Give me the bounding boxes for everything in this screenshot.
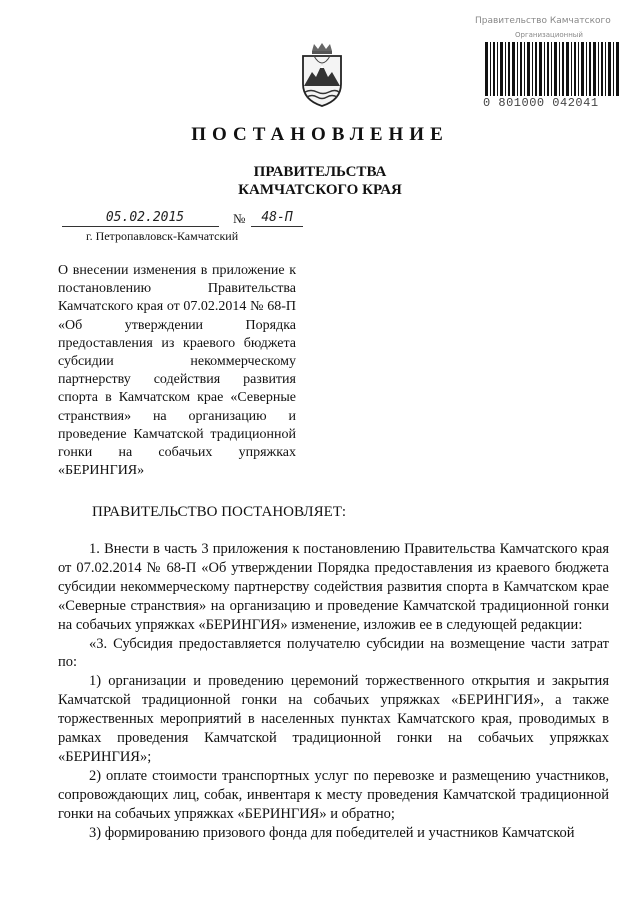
document-type: ПОСТАНОВЛЕНИЕ — [191, 124, 449, 145]
barcode-icon — [485, 42, 619, 96]
issuer-line-1: ПРАВИТЕЛЬСТВА — [253, 164, 387, 180]
body-paragraph: 1) организации и проведению церемоний торжественного открытия и закрытия Камчатской традиционной гонки на собачьих упряжках «БЕРИНГИЯ», а также торжественных мероприятий в населенных пунктах Камчатского края, проводимых в рамках проведения Камчатской традиционной гонки на собачьих упряжках «БЕРИНГИЯ»; — [58, 673, 609, 765]
document-subject: О внесении изменения в приложение к постановлению Правительства Камчатского края от 07.02.2014 № 68-П «Об утверждении Порядка предоставления из краевого бюджета субсидии некоммерческому партнерству содействия развития спорта в Камчатском крае «Северные странствия» на организацию и проведение Камчатской традиционной гонки на собачьих упряжках «БЕРИНГИЯ» — [58, 263, 296, 479]
kamchatka-coat-of-arms-icon — [300, 42, 344, 108]
body-paragraph: 2) оплате стоимости транспортных услуг по перевозке и размещению участников, сопровождающих лиц, собак, инвентаря к месту проведения Камчатской традиционной гонки на собачьих упряжках «БЕРИНГИЯ» и обратно; — [58, 767, 609, 822]
barcode-number: 0 801000 042041 — [483, 96, 599, 110]
number-sign: № — [233, 211, 246, 226]
document-date: 05.02.2015 — [105, 210, 185, 225]
registration-stamp — [475, 16, 625, 110]
stamp-dept: Организационный — [515, 31, 583, 39]
document-body — [58, 540, 609, 843]
issue-city: г. Петропавловск-Камчатский — [86, 229, 239, 243]
body-paragraph: 3) формированию призового фонда для победителей и участников Камчатской — [89, 824, 575, 841]
issuer-line-2: КАМЧАТСКОГО КРАЯ — [238, 182, 402, 198]
resolves-heading: ПРАВИТЕЛЬСТВО ПОСТАНОВЛЯЕТ: — [92, 504, 347, 520]
body-paragraph: 1. Внести в часть 3 приложения к постановлению Правительства Камчатского края от 07.02.2014 № 68-П «Об утверждении Порядка предоставления из краевого бюджета субсидии некоммерческому партнерству содействия развития спорта в Камчатском крае «Северные странствия» на организацию и проведение Камчатской традиционной гонки на собачьих упряжках «БЕРИНГИЯ» изменение, изложив ее в следующей редакции: — [58, 541, 609, 633]
date-underline — [62, 226, 219, 227]
number-underline — [251, 226, 303, 227]
document-number: 48-П — [261, 210, 293, 225]
stamp-org: Правительство Камчатского — [475, 16, 611, 26]
body-paragraph: «3. Субсидия предоставляется получателю субсидии на возмещение части затрат по: — [58, 635, 609, 671]
